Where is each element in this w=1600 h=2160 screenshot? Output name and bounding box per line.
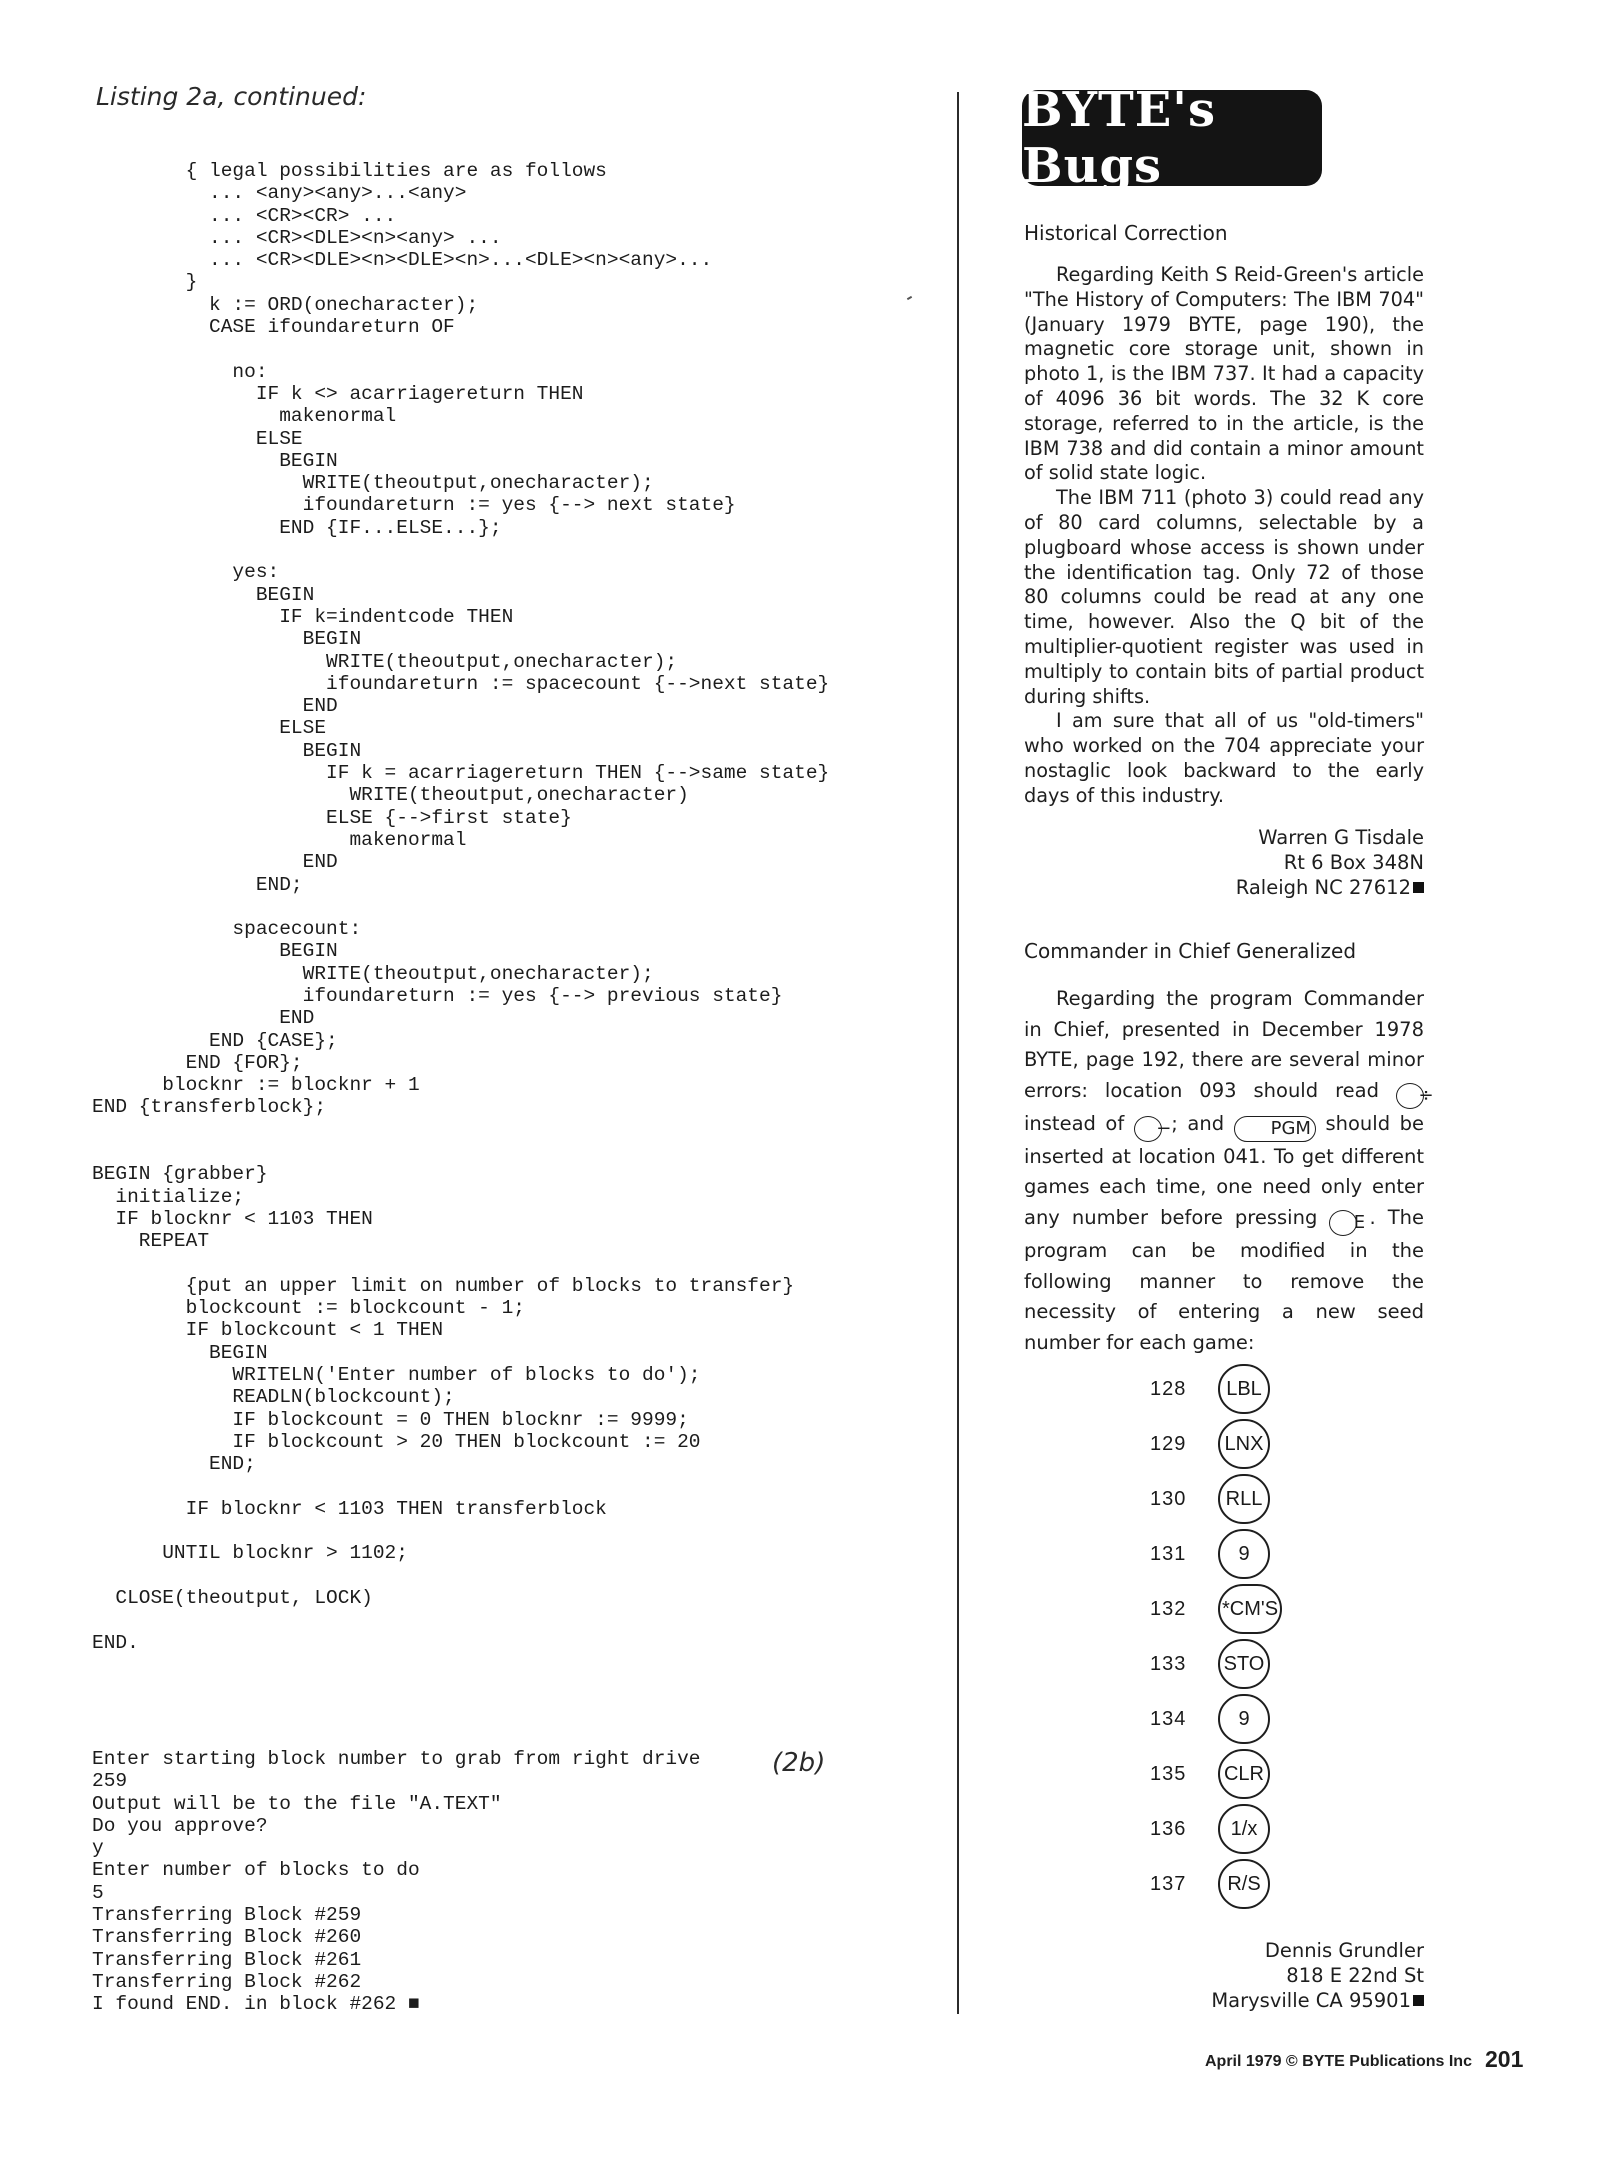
signature-city: Raleigh NC 27612: [1024, 875, 1424, 900]
correction-paragraph: Regarding Keith S Reid-Green's article "The History of Computers: The IBM 704" (January 1979 BYTE, page 190), the magnetic core storage unit, shown in photo 1, is the IBM 737. It had a capacity of 4096 36 bit words. The 32 K core storage, referred to in the article, is the IBM 738 and did contain a minor amount of solid state logic.: [1024, 263, 1424, 485]
listing-caption: Listing 2a, continued:: [96, 82, 367, 111]
pgm-key-icon: PGM: [1234, 1116, 1316, 1142]
signature-name: Dennis Grundler: [1264, 1939, 1424, 1962]
page-number: 201: [1485, 2046, 1524, 2072]
calculator-key-icon: *CM'S: [1218, 1584, 1282, 1634]
commander-body: [1024, 984, 1434, 1358]
end-mark-icon: [1413, 1995, 1424, 2006]
listing-2a-code: { legal possibilities are as follows ... <any><any>...<any> ... <CR><CR> ... ... <CR><DLE><n><any> ... ... <CR><DLE><n><DLE><n>...<DLE><n><any>... } k := ORD(onecharacter); CASE ifoundareturn OF no: IF k <> acarriagereturn THEN makenormal ELSE BEGIN WRITE(theoutput,onecharacter); ifoundareturn := yes {--> next state} END {IF...ELSE...}; yes: BEGIN IF k=indentcode THEN BEGIN WRITE(theoutput,onecharacter); ifoundareturn := spacecount {-->next state} END ELSE BEGIN IF k = acarriagereturn THEN {-->same state} WRITE(theoutput,onecharacter) ELSE {-->first state} makenormal END END; spacecount: BEGIN WRITE(theoutput,onecharacter); ifoundareturn := yes {--> previous state} END END {CASE}; END {FOR}; blocknr := blocknr + 1 END {transferblock}; BEGIN {grabber} initialize; IF blocknr < 1103 THEN REPEAT {put an upper limit on number of blocks to transfer} blockcount := blockcount - 1; IF blockcount < 1 THEN BEGIN WRITELN('Enter number of blocks to do'); READLN(blockcount); IF blockcount = 0 THEN blocknr := 9999; IF blockcount > 20 THEN blockcount := 20 END; IF blocknr < 1103 THEN transferblock UNTIL blocknr > 1102; CLOSE(theoutput, LOCK) END.: [92, 160, 830, 1654]
program-row: 129 LNX: [1150, 1418, 1270, 1470]
correction-paragraph: I am sure that all of us "old-timers" who worked on the 704 appreciate your nostaglic look backward to the early days of this industry.: [1024, 709, 1424, 807]
listing-2b-label: (2b): [772, 1748, 826, 1778]
signature-city: Marysville CA 95901: [1024, 1988, 1424, 2013]
program-row: 136 1/x: [1150, 1803, 1270, 1855]
listing-2b-output: Enter starting block number to grab from right drive 259 Output will be to the file "A.TEXT" Do you approve? y Enter number of blocks to do 5 Transferring Block #259 Transferring Block #260 Transferring Block #261 Transferring Block #262 I found END. in block #262 ■: [92, 1748, 701, 2016]
e-key-icon: E: [1329, 1210, 1357, 1236]
program-row: 128 LBL: [1150, 1363, 1270, 1415]
signature-grundler: [1024, 1938, 1424, 2013]
signature-address: Rt 6 Box 348N: [1283, 851, 1424, 874]
calculator-key-icon: CLR: [1218, 1749, 1270, 1799]
historical-correction-body: [1024, 263, 1424, 809]
program-row: 137 R/S: [1150, 1858, 1270, 1910]
calculator-key-icon: LBL: [1218, 1364, 1270, 1414]
column-divider: [957, 92, 959, 2014]
calculator-key-icon: 1/x: [1218, 1804, 1270, 1854]
program-row: 135 CLR: [1150, 1748, 1270, 1800]
program-row: 130 RLL: [1150, 1473, 1270, 1525]
section-heading-historical-correction: Historical Correction: [1024, 221, 1228, 245]
print-speck: [907, 296, 912, 300]
commander-paragraph: Regarding the program Commander in Chief, presented in December 1978 BYTE, page 192, there are several minor errors: location 093 should read ÷ instead of − ; and PGM should be inserted at location 041. To get different games each time, one need only enter any number before pressing E . The program can be modified in the following manner to remove the necessity of entering a new seed number for each game:: [1024, 987, 1434, 1354]
calculator-key-icon: LNX: [1218, 1419, 1270, 1469]
section-heading-commander: Commander in Chief Generalized: [1024, 939, 1357, 963]
calculator-key-icon: 9: [1218, 1694, 1270, 1744]
program-row: 131 9: [1150, 1528, 1270, 1580]
program-row: 134 9: [1150, 1693, 1270, 1745]
signature-tisdale: [1024, 825, 1424, 900]
calculator-key-icon: RLL: [1218, 1474, 1270, 1524]
page-footer: April 1979 © BYTE Publications Inc: [1205, 2053, 1472, 2070]
minus-key-icon: −: [1134, 1116, 1162, 1142]
program-row: 133 STO: [1150, 1638, 1270, 1690]
divide-key-icon: ÷: [1396, 1083, 1424, 1109]
signature-name: Warren G Tisdale: [1258, 826, 1424, 849]
calculator-key-icon: 9: [1218, 1529, 1270, 1579]
calculator-key-icon: R/S: [1218, 1859, 1270, 1909]
calculator-key-icon: STO: [1218, 1639, 1270, 1689]
bytes-bugs-logo: [1022, 82, 1322, 194]
end-mark-icon: [1413, 882, 1424, 893]
correction-paragraph: The IBM 711 (photo 3) could read any of 80 card columns, selectable by a plugboard whose access is shown under the identification tag. Only 72 of those 80 columns could be read at any one time, however. Also the Q bit of the multiplier-quotient register was used in multiply to contain bits of partial product during shifts.: [1024, 486, 1424, 708]
logo-text: BYTE's Bugs: [1022, 82, 1217, 194]
program-row: 132 *CM'S: [1150, 1583, 1282, 1635]
signature-address: 818 E 22nd St: [1286, 1964, 1424, 1987]
